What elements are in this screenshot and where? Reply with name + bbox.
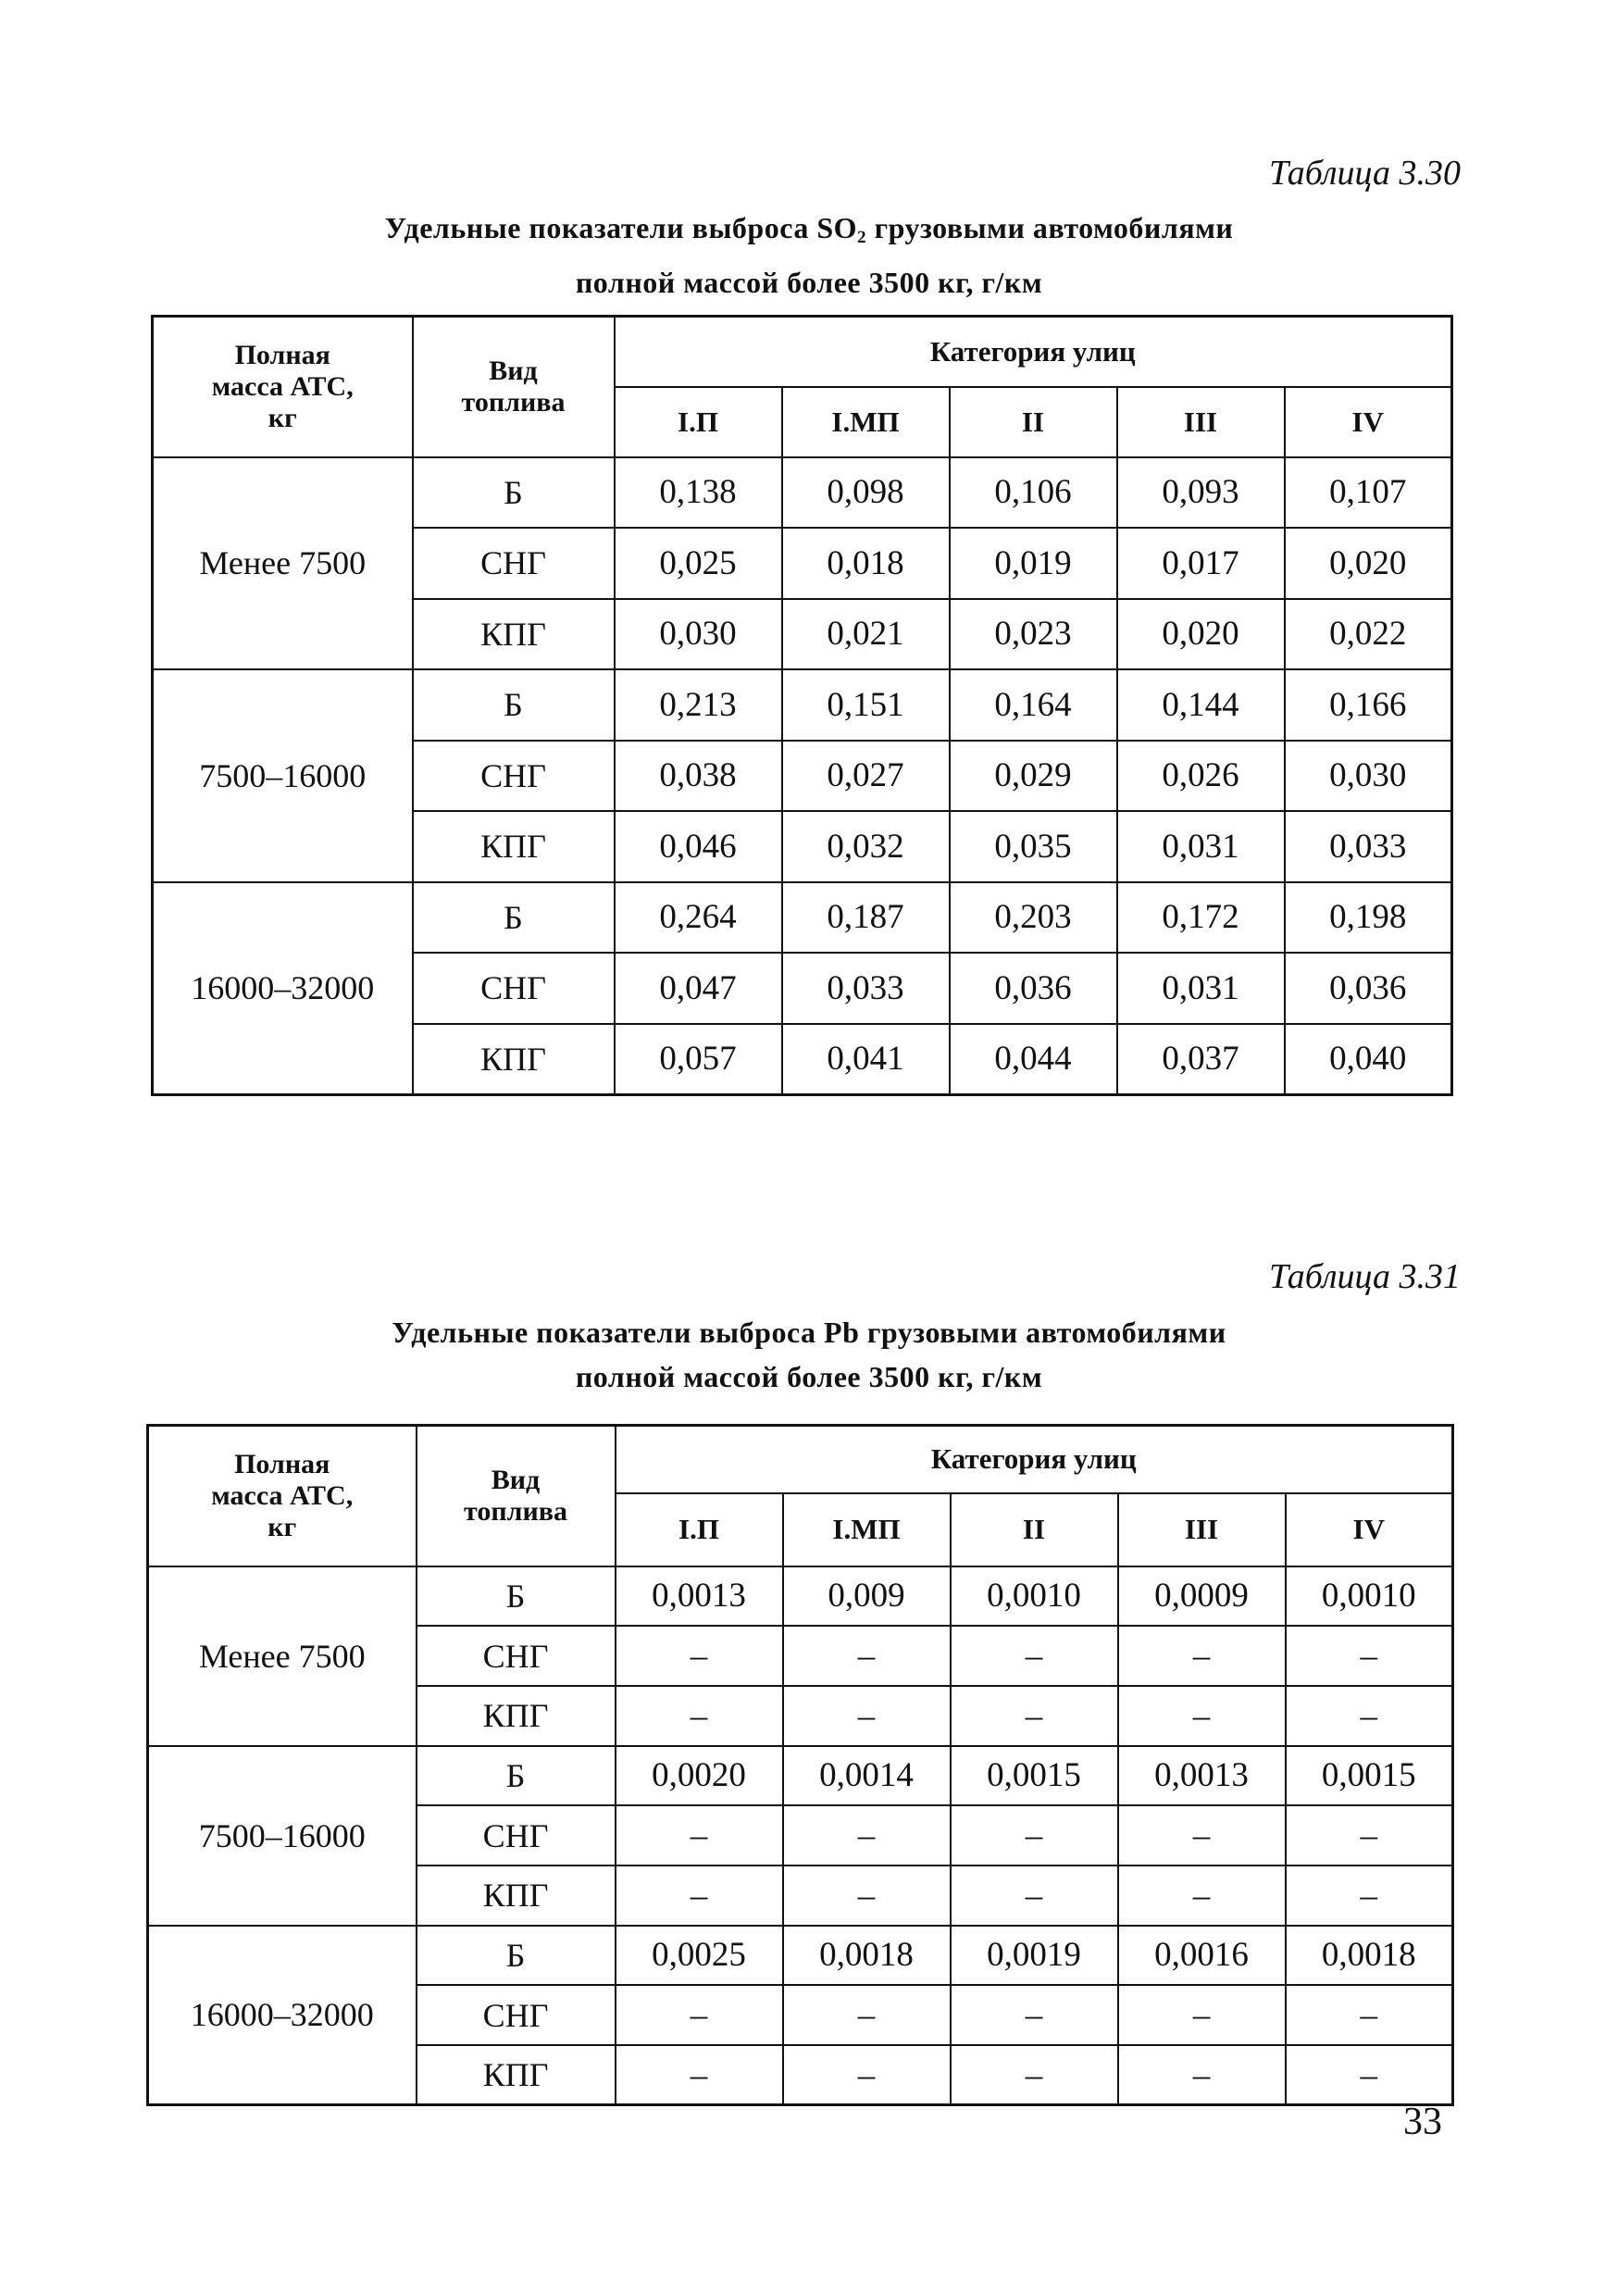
value-cell: 0,044 (950, 1024, 1117, 1095)
table-title (0, 206, 1618, 305)
table-title-line2: полной массой более 3500 кг, г/км (575, 1360, 1043, 1393)
value-cell: 0,151 (782, 669, 950, 741)
value-cell: 0,031 (1117, 811, 1285, 882)
mass-cell: 16000–32000 (148, 1926, 417, 2105)
value-cell: – (783, 1866, 951, 1926)
value-cell: – (951, 1686, 1118, 1746)
value-cell: – (1118, 2045, 1286, 2105)
header-category: Категория улиц (616, 1426, 1453, 1493)
fuel-cell: Б (413, 882, 615, 954)
mass-cell: 16000–32000 (153, 882, 413, 1095)
fuel-cell: КПГ (413, 599, 615, 670)
table-row (148, 1926, 1453, 1986)
value-cell: 0,0013 (1118, 1746, 1286, 1806)
emission-table (151, 315, 1453, 1096)
value-cell: – (1286, 1805, 1453, 1866)
value-cell: 0,107 (1285, 457, 1452, 529)
table-label: Таблица 3.31 (1269, 1257, 1461, 1296)
fuel-cell: СНГ (417, 1985, 616, 2045)
value-cell: – (1286, 2045, 1453, 2105)
value-cell: – (616, 1866, 783, 1926)
value-cell: – (1286, 1686, 1453, 1746)
value-cell: – (951, 1626, 1118, 1686)
table-row (153, 669, 1452, 741)
value-cell: 0,0018 (783, 1926, 951, 1986)
column-header: I.П (615, 387, 782, 457)
value-cell: 0,027 (782, 741, 950, 812)
value-cell: 0,047 (615, 953, 782, 1024)
header-fuel: Вид топлива (413, 317, 615, 457)
column-header: II (950, 387, 1117, 457)
mass-cell: 7500–16000 (153, 669, 413, 882)
value-cell: 0,022 (1285, 599, 1452, 670)
fuel-cell: КПГ (413, 1024, 615, 1095)
value-cell: 0,213 (615, 669, 782, 741)
column-header: III (1117, 387, 1285, 457)
value-cell: 0,021 (782, 599, 950, 670)
value-cell: 0,036 (1285, 953, 1452, 1024)
value-cell: 0,138 (615, 457, 782, 529)
fuel-cell: Б (417, 1746, 616, 1806)
value-cell: 0,041 (782, 1024, 950, 1095)
value-cell: 0,037 (1117, 1024, 1285, 1095)
header-category: Категория улиц (615, 317, 1452, 387)
fuel-cell: Б (417, 1566, 616, 1627)
table-title (0, 1310, 1618, 1399)
value-cell: – (783, 1805, 951, 1866)
value-cell: 0,025 (615, 528, 782, 599)
fuel-cell: СНГ (413, 741, 615, 812)
value-cell: – (1286, 1866, 1453, 1926)
value-cell: 0,030 (615, 599, 782, 670)
fuel-cell: Б (413, 669, 615, 741)
mass-cell: Менее 7500 (148, 1566, 417, 1746)
page-number: 33 (1403, 2101, 1442, 2143)
mass-cell: Менее 7500 (153, 457, 413, 670)
fuel-cell: Б (417, 1926, 616, 1986)
value-cell: 0,198 (1285, 882, 1452, 954)
fuel-cell: КПГ (417, 2045, 616, 2105)
value-cell: 0,035 (950, 811, 1117, 882)
value-cell: – (1118, 1805, 1286, 1866)
fuel-cell: КПГ (417, 1686, 616, 1746)
table-row (153, 882, 1452, 954)
value-cell: 0,0010 (1286, 1566, 1453, 1627)
fuel-cell: СНГ (413, 953, 615, 1024)
header-mass: Полная масса АТС, кг (153, 317, 413, 457)
value-cell: 0,203 (950, 882, 1117, 954)
value-cell: 0,020 (1285, 528, 1452, 599)
value-cell: 0,187 (782, 882, 950, 954)
value-cell: 0,030 (1285, 741, 1452, 812)
value-cell: – (951, 2045, 1118, 2105)
value-cell: 0,0019 (951, 1926, 1118, 1986)
value-cell: 0,0020 (616, 1746, 783, 1806)
table-title-line2: полной массой более 3500 кг, г/км (575, 265, 1043, 299)
value-cell: – (616, 1626, 783, 1686)
column-header: III (1118, 1493, 1286, 1566)
value-cell: – (1118, 1626, 1286, 1686)
value-cell: 0,033 (782, 953, 950, 1024)
value-cell: – (783, 1985, 951, 2045)
value-cell: – (951, 1805, 1118, 1866)
value-cell: – (951, 1866, 1118, 1926)
value-cell: – (616, 1805, 783, 1866)
value-cell: – (951, 1985, 1118, 2045)
value-cell: – (616, 1985, 783, 2045)
value-cell: 0,020 (1117, 599, 1285, 670)
value-cell: – (783, 1626, 951, 1686)
mass-cell: 7500–16000 (148, 1746, 417, 1926)
value-cell: – (783, 1686, 951, 1746)
value-cell: – (1118, 1866, 1286, 1926)
table-row (148, 1566, 1453, 1627)
value-cell: 0,017 (1117, 528, 1285, 599)
value-cell: 0,009 (783, 1566, 951, 1627)
value-cell: 0,0018 (1286, 1926, 1453, 1986)
value-cell: – (1286, 1626, 1453, 1686)
header-fuel: Вид топлива (417, 1426, 616, 1566)
value-cell: 0,0016 (1118, 1926, 1286, 1986)
value-cell: 0,040 (1285, 1024, 1452, 1095)
column-header: I.П (616, 1493, 783, 1566)
value-cell: 0,0014 (783, 1746, 951, 1806)
value-cell: 0,036 (950, 953, 1117, 1024)
value-cell: 0,032 (782, 811, 950, 882)
value-cell: 0,172 (1117, 882, 1285, 954)
column-header: I.МП (783, 1493, 951, 1566)
value-cell: 0,144 (1117, 669, 1285, 741)
value-cell: 0,166 (1285, 669, 1452, 741)
column-header: IV (1285, 387, 1452, 457)
fuel-cell: СНГ (413, 528, 615, 599)
value-cell: – (616, 2045, 783, 2105)
header-mass: Полная масса АТС, кг (148, 1426, 417, 1566)
value-cell: 0,033 (1285, 811, 1452, 882)
value-cell: – (783, 2045, 951, 2105)
value-cell: 0,038 (615, 741, 782, 812)
value-cell: 0,019 (950, 528, 1117, 599)
value-cell: 0,106 (950, 457, 1117, 529)
emission-table (146, 1424, 1454, 2106)
fuel-cell: КПГ (413, 811, 615, 882)
table-title-line1: Удельные показатели выброса Pb грузовыми автомобилями (392, 1316, 1226, 1349)
value-cell: 0,018 (782, 528, 950, 599)
value-cell: 0,0010 (951, 1566, 1118, 1627)
value-cell: 0,0025 (616, 1926, 783, 1986)
value-cell: 0,0015 (1286, 1746, 1453, 1806)
value-cell: 0,0009 (1118, 1566, 1286, 1627)
fuel-cell: КПГ (417, 1866, 616, 1926)
value-cell: – (1118, 1985, 1286, 2045)
table-title-line1: Удельные показатели выброса $SO_2$ грузовыми автомобилями (384, 211, 1234, 247)
value-cell: 0,031 (1117, 953, 1285, 1024)
value-cell: – (1118, 1686, 1286, 1746)
value-cell: 0,046 (615, 811, 782, 882)
table-label: Таблица 3.30 (1269, 154, 1461, 193)
table-row (153, 457, 1452, 529)
value-cell: 0,029 (950, 741, 1117, 812)
value-cell: – (616, 1686, 783, 1746)
table-row (148, 1746, 1453, 1806)
value-cell: – (1286, 1985, 1453, 2045)
column-header: I.МП (782, 387, 950, 457)
value-cell: 0,057 (615, 1024, 782, 1095)
column-header: IV (1286, 1493, 1453, 1566)
value-cell: 0,023 (950, 599, 1117, 670)
fuel-cell: Б (413, 457, 615, 529)
column-header: II (951, 1493, 1118, 1566)
value-cell: 0,0013 (616, 1566, 783, 1627)
value-cell: 0,164 (950, 669, 1117, 741)
fuel-cell: СНГ (417, 1626, 616, 1686)
value-cell: 0,093 (1117, 457, 1285, 529)
value-cell: 0,0015 (951, 1746, 1118, 1806)
fuel-cell: СНГ (417, 1805, 616, 1866)
value-cell: 0,264 (615, 882, 782, 954)
value-cell: 0,026 (1117, 741, 1285, 812)
value-cell: 0,098 (782, 457, 950, 529)
